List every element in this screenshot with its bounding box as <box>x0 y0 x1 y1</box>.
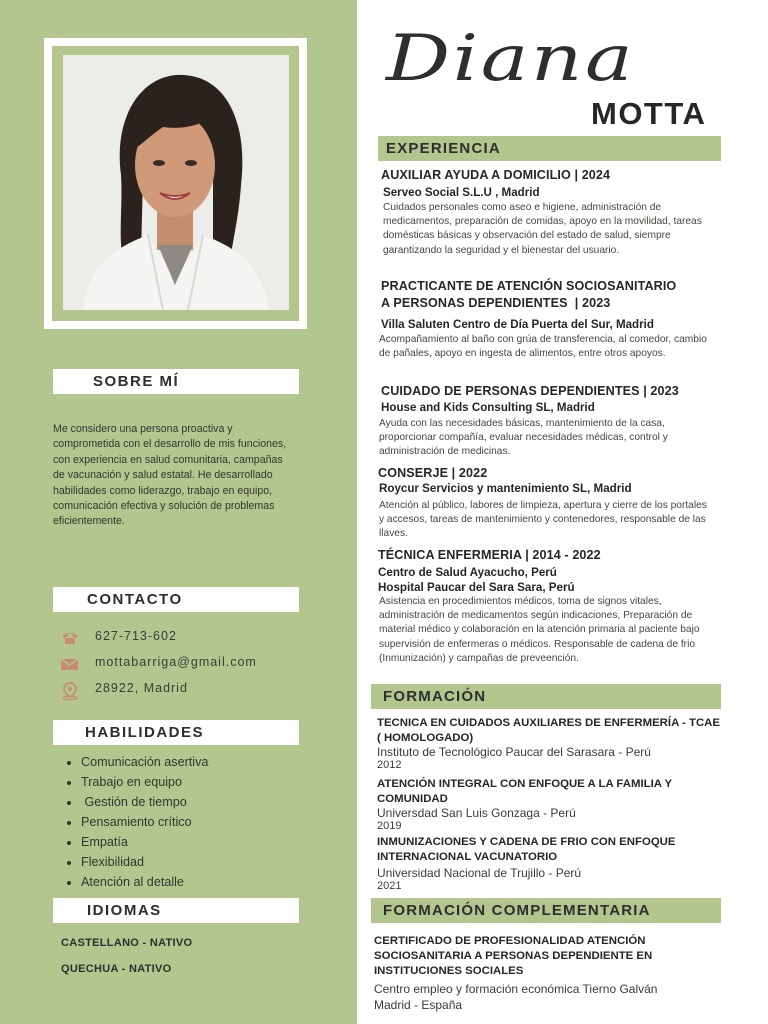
phone-number[interactable]: 627-713-602 <box>95 629 177 643</box>
education-title: INMUNIZACIONES Y CADENA DE FRIO CON ENFOQUE INTERNACIONAL VACUNATORIO <box>377 836 676 863</box>
languages-title: IDIOMAS <box>87 902 162 919</box>
job-title-line2: A PERSONAS DEPENDIENTES | 2023 <box>381 296 611 310</box>
contact-section-header <box>53 587 299 612</box>
education-year: 2021 <box>377 880 402 892</box>
list-item: • Trabajo en equipo <box>81 772 208 792</box>
list-item: • Atención al detalle <box>81 872 208 892</box>
complementary-institution: Centro empleo y formación económica Tierno Galván <box>374 982 658 996</box>
contact-title: CONTACTO <box>87 591 183 608</box>
education-year: 2012 <box>377 759 402 771</box>
job-title: AUXILIAR AYUDA A DOMICILIO | 2024 <box>381 168 611 182</box>
education-title: TECNICA EN CUIDADOS AUXILIARES DE ENFERMERÍA - TCAE ( HOMOLOGADO) <box>377 717 720 744</box>
about-title: SOBRE MÍ <box>93 373 180 390</box>
complementary-place: Madrid - España <box>374 998 463 1012</box>
job-title: CUIDADO DE PERSONAS DEPENDIENTES | 2023 <box>381 384 679 398</box>
about-text: Me considero una persona proactiva y comprometida con el desarrollo de mis funciones, con experiencia en salud comunitaria, campañas de vacunación y salud estatal. He desarrollado habilidades como liderazgo, trabajo en equipo, comunicación efectiva y solución de problemas eficientemente. <box>53 423 287 528</box>
list-item: • Pensamiento crítico <box>81 812 208 832</box>
job-description: Atención al público, labores de limpieza, apertura y cierre de los portales y accesos, tareas de mantenimiento y contenedores, responsable de las llaves. <box>379 500 707 540</box>
education-institution: Universidad Nacional de Trujillo - Perú <box>377 866 582 880</box>
complementary-title: FORMACIÓN COMPLEMENTARIA <box>383 902 651 919</box>
last-name: MOTTA <box>591 96 707 131</box>
education-title: FORMACIÓN <box>383 688 487 705</box>
job-organization-2: Hospital Paucar del Sara Sara, Perú <box>378 581 575 594</box>
languages-section-header <box>53 898 299 923</box>
complementary-course-title: CERTIFICADO DE PROFESIONALIDAD ATENCIÓN SOCIOSANITARIA A PERSONAS DEPENDIENTE EN INSTITUCIONES SOCIALES <box>374 935 653 977</box>
job-organization: Roycur Servicios y mantenimiento SL, Madrid <box>379 482 632 495</box>
phone-icon <box>60 630 80 646</box>
job-title: PRACTICANTE DE ATENCIÓN SOCIOSANITARIO <box>381 279 677 293</box>
location-pin-icon <box>60 682 80 700</box>
first-name: Diana <box>386 22 636 96</box>
education-title: ATENCIÓN INTEGRAL CON ENFOQUE A LA FAMILIA Y COMUNIDAD <box>377 778 672 805</box>
photo-frame <box>44 38 307 329</box>
profile-photo <box>63 55 289 310</box>
job-title: CONSERJE | 2022 <box>378 466 488 480</box>
language-item: QUECHUA - NATIVO <box>61 963 172 975</box>
education-section-header <box>371 684 721 709</box>
job-description: Ayuda con las necesidades básicas, mantenimiento de la casa, proporcionar compañía, evaluar necesidades médicas, control y administración de medicinas. <box>379 418 668 458</box>
experience-section-header <box>378 136 721 161</box>
job-organization: House and Kids Consulting SL, Madrid <box>381 401 595 414</box>
skills-list <box>62 752 208 892</box>
list-item: • Gestión de tiempo <box>81 792 208 812</box>
job-organization: Villa Saluten Centro de Día Puerta del Sur, Madrid <box>381 318 654 331</box>
job-title: TÉCNICA ENFERMERIA | 2014 - 2022 <box>378 548 601 562</box>
complementary-section-header <box>371 898 721 923</box>
education-institution: Universdad San Luis Gonzaga - Perú <box>377 806 576 820</box>
language-item: CASTELLANO - NATIVO <box>61 937 193 949</box>
experience-title: EXPERIENCIA <box>386 140 501 157</box>
job-organization: Centro de Salud Ayacucho, Perú <box>378 566 557 579</box>
education-year: 2019 <box>377 820 402 832</box>
skills-title: HABILIDADES <box>85 724 205 741</box>
education-institution: Instituto de Tecnológico Paucar del Sarasara - Perú <box>377 745 651 759</box>
job-organization: Serveo Social S.L.U , Madrid <box>383 186 540 199</box>
skills-section-header <box>53 720 299 745</box>
list-item: • Comunicación asertiva <box>81 752 208 772</box>
list-item: • Flexibilidad <box>81 852 208 872</box>
email-address[interactable]: mottabarriga@gmail.com <box>95 655 257 669</box>
mail-icon <box>60 656 80 672</box>
list-item: • Empatía <box>81 832 208 852</box>
sidebar <box>0 0 357 1024</box>
job-description: Cuidados personales como aseo e higiene, administración de medicamentos, preparación de comidas, apoyo en la movilidad, tareas domésticas básicas y observación del estado de salud, siempre garantizando la seguridad y el bienestar del usuario. <box>383 202 702 256</box>
about-section-header <box>53 369 299 394</box>
job-description: Asistencia en procedimientos médicos, toma de signos vitales, administración de medicamentos según indicaciones, Preparación de material médico y colaboración en la atención primaria al paciente bajo supervisión de enfermeras o médicos. Responsable de cadena de frio (Inmunización) y campañas de preveención. <box>379 596 700 664</box>
job-description: Acompañamiento al baño con grúa de transferencia, al comedor, cambio de pañales, apoyo en ingesta de alimentos, entre otros apoyos. <box>379 334 707 360</box>
location-text: 28922, Madrid <box>95 681 188 695</box>
